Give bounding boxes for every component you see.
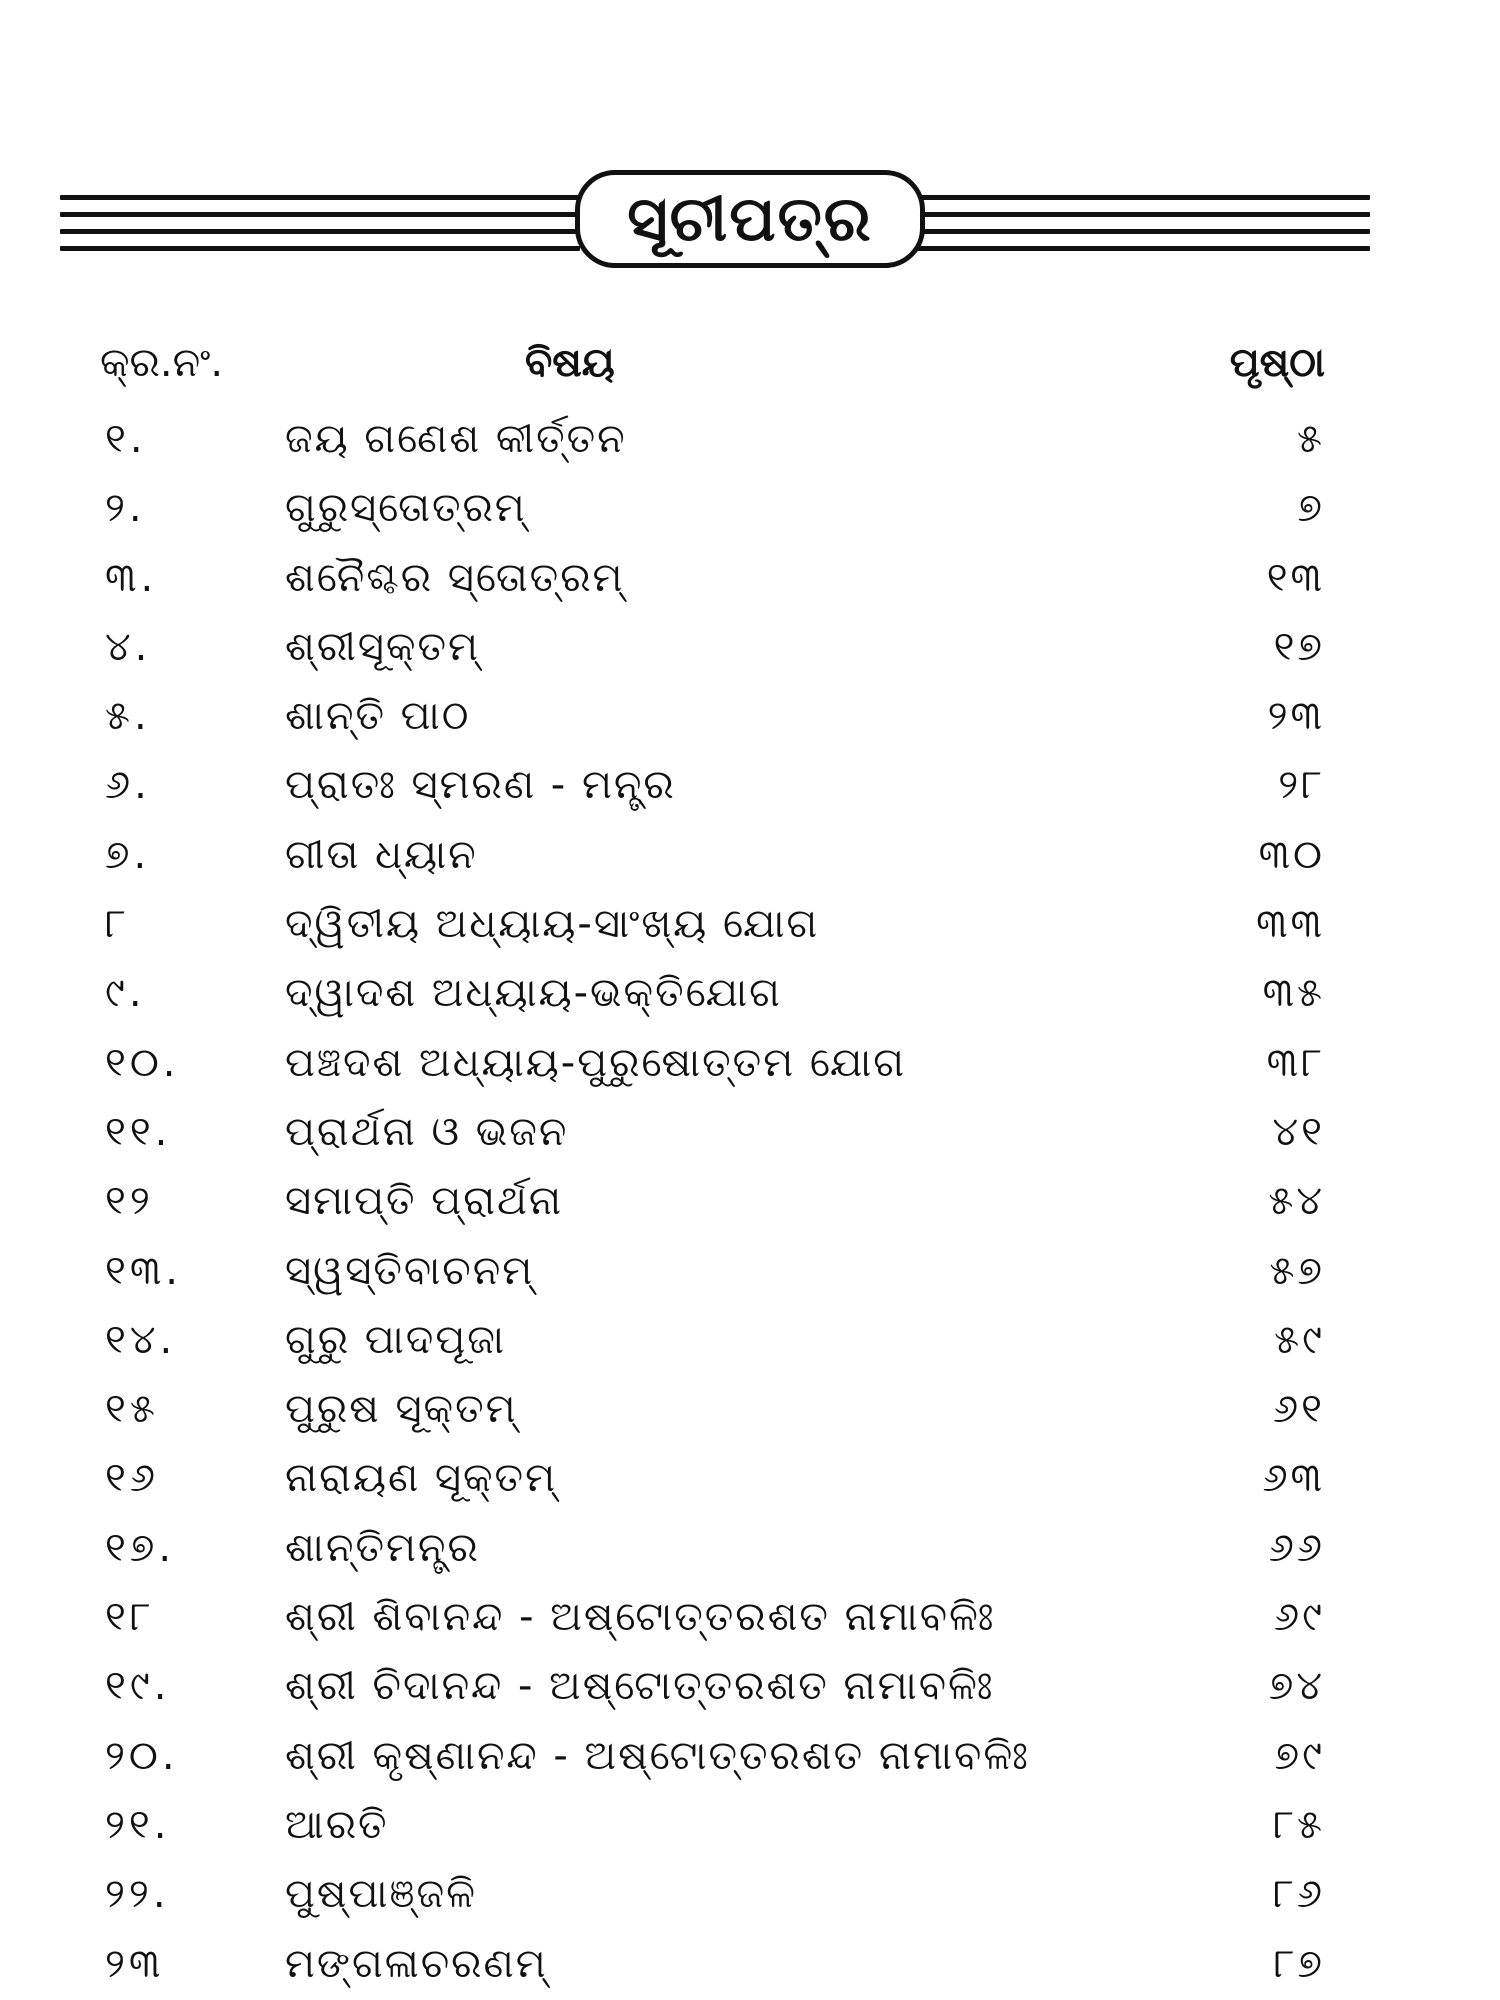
toc-page: ୩୦	[1258, 831, 1325, 878]
toc-row	[0, 1583, 1500, 1652]
toc-row	[0, 1167, 1500, 1236]
toc-title: ନାରାୟଣ ସୂକ୍ତମ୍	[285, 1455, 557, 1502]
rule-line	[860, 212, 1370, 217]
page-title: ସୂଚୀପତ୍ର	[627, 182, 873, 255]
toc-serial: ୪.	[105, 623, 152, 670]
toc-serial: ୯.	[105, 970, 146, 1017]
toc-serial: ୧୮	[105, 1594, 155, 1641]
toc-page: ୫	[1297, 416, 1325, 462]
header-subject: ବିଷୟ	[525, 340, 615, 386]
toc-list	[0, 405, 1500, 1999]
toc-row	[0, 1722, 1500, 1791]
toc-serial: ୨୦.	[105, 1732, 179, 1779]
toc-row	[0, 613, 1500, 682]
toc-title: ପ୍ରାର୍ଥନା ଓ ଭଜନ	[285, 1108, 569, 1155]
toc-row	[0, 1098, 1500, 1167]
toc-row	[0, 1860, 1500, 1929]
toc-page: ୨୮	[1278, 762, 1325, 809]
toc-header	[0, 340, 1500, 400]
toc-title: ଶ୍ରୀ ଚିଦାନନ୍ଦ - ଅଷ୍ଟୋତ୍ତରଶତ ନାମାବଳିଃ	[285, 1663, 995, 1710]
toc-serial: ୫.	[105, 693, 151, 740]
toc-title: ପୁଷ୍ପାଞ୍ଜଳି	[285, 1871, 477, 1918]
toc-title: ସ୍ୱସ୍ତିବାଚନମ୍	[285, 1247, 535, 1294]
toc-row	[0, 1306, 1500, 1375]
toc-row	[0, 474, 1500, 543]
toc-title: ଜୟ ଗଣେଶ କୀର୍ତ୍ତନ	[285, 416, 627, 462]
toc-page: ୨୩	[1267, 693, 1325, 740]
toc-title: ପ୍ରାତଃ ସ୍ମରଣ - ମନ୍ତ୍ର	[285, 762, 676, 809]
toc-row	[0, 890, 1500, 959]
toc-serial: ୧୩.	[105, 1247, 182, 1294]
toc-row	[0, 1029, 1500, 1098]
toc-title: ଦ୍ୱିତୀୟ ଅଧ୍ୟାୟ-ସାଂଖ୍ୟ ଯୋଗ	[285, 901, 820, 948]
toc-row	[0, 544, 1500, 613]
toc-page: ୬୬	[1268, 1524, 1325, 1571]
toc-row	[0, 682, 1500, 751]
toc-title: ମଙ୍ଗଳାଚରଣମ୍	[285, 1940, 548, 1987]
toc-page: ୬୯	[1274, 1594, 1325, 1641]
toc-row	[0, 1514, 1500, 1583]
toc-row	[0, 751, 1500, 820]
header-page: ପୃଷ୍ଠା	[1229, 340, 1325, 386]
toc-serial: ୧୯.	[105, 1663, 171, 1710]
toc-serial: ୧୦.	[105, 1039, 180, 1086]
toc-serial: ୧୬	[105, 1455, 159, 1502]
toc-serial: ୧୫	[105, 1386, 159, 1433]
toc-serial: ୧.	[105, 416, 147, 462]
toc-page: ୬୩	[1262, 1455, 1325, 1502]
toc-page: ୧୭	[1273, 623, 1325, 670]
title-banner	[60, 170, 1370, 280]
header-serial: କ୍ର.ନଂ.	[100, 340, 224, 386]
toc-page: ୮୫	[1273, 1801, 1325, 1848]
toc-row	[0, 1652, 1500, 1721]
rule-line	[60, 212, 580, 217]
toc-serial: ୬.	[105, 762, 151, 809]
toc-page: ୮୭	[1273, 1940, 1325, 1987]
toc-title: ଗୁରୁସ୍ତୋତ୍ରମ୍	[285, 485, 527, 532]
toc-title: ଗୀତା ଧ୍ୟାନ	[285, 831, 478, 878]
toc-title: ଶ୍ରୀସୂକ୍ତମ୍	[285, 623, 480, 670]
toc-title: ଶନୈଶ୍ଚର ସ୍ତୋତ୍ରମ୍	[285, 554, 625, 601]
toc-serial: ୩.	[105, 554, 158, 601]
toc-page: ୫୪	[1268, 1178, 1325, 1225]
toc-title: ସମାପ୍ତି ପ୍ରାର୍ଥନା	[285, 1178, 564, 1225]
toc-page: ୭୯	[1274, 1732, 1325, 1779]
toc-page: ୬୧	[1273, 1386, 1325, 1433]
title-rules-right	[860, 195, 1370, 251]
toc-row	[0, 1375, 1500, 1444]
toc-row	[0, 959, 1500, 1028]
toc-row	[0, 1237, 1500, 1306]
toc-page: ୪୧	[1272, 1108, 1325, 1155]
rule-line	[60, 195, 580, 200]
toc-serial: ୧୪.	[105, 1316, 177, 1363]
toc-title: ଗୁରୁ ପାଦପୂଜା	[285, 1316, 506, 1363]
toc-row	[0, 405, 1500, 474]
title-rules-left	[60, 195, 580, 251]
toc-title: ପୁରୁଷ ସୂକ୍ତମ୍	[285, 1386, 518, 1433]
toc-title: ଶ୍ରୀ କୃଷ୍ଣାନନ୍ଦ - ଅଷ୍ଟୋତ୍ତରଶତ ନାମାବଳିଃ	[285, 1732, 1030, 1779]
toc-title: ଶାନ୍ତି ପାଠ	[285, 693, 471, 740]
toc-row	[0, 1791, 1500, 1860]
rule-line	[860, 246, 1370, 251]
toc-title: ଆରତି	[285, 1801, 389, 1848]
toc-serial: ୭.	[105, 831, 151, 878]
toc-page: ୭୪	[1268, 1663, 1325, 1710]
title-box	[575, 170, 925, 268]
toc-page: ୩୫	[1262, 970, 1325, 1017]
toc-title: ଶାନ୍ତିମନ୍ତ୍ର	[285, 1524, 480, 1571]
toc-serial: ୧୨	[105, 1178, 154, 1225]
toc-serial: ୧୧.	[105, 1108, 172, 1155]
toc-serial: ୮	[105, 901, 130, 948]
toc-serial: ୨୨.	[105, 1871, 170, 1918]
toc-page: ୧୩	[1266, 554, 1325, 601]
toc-serial: ୧୭.	[105, 1524, 176, 1571]
toc-page: ୫୯	[1274, 1316, 1325, 1363]
toc-page: ୫୭	[1269, 1247, 1325, 1294]
toc-serial: ୨୩	[105, 1940, 165, 1987]
toc-row	[0, 1930, 1500, 1999]
toc-page: ୭	[1297, 485, 1325, 532]
toc-serial: ୨.	[105, 485, 146, 532]
toc-row	[0, 821, 1500, 890]
toc-title: ଦ୍ୱାଦଶ ଅଧ୍ୟାୟ-ଭକ୍ତିଯୋଗ	[285, 970, 782, 1017]
toc-row	[0, 1444, 1500, 1513]
rule-line	[860, 195, 1370, 200]
toc-page: ୩୮	[1266, 1039, 1325, 1086]
rule-line	[60, 246, 580, 251]
toc-title: ଶ୍ରୀ ଶିବାନନ୍ଦ - ଅଷ୍ଟୋତ୍ତରଶତ ନାମାବଳିଃ	[285, 1594, 996, 1641]
toc-page: ୩୩	[1256, 901, 1325, 948]
toc-title: ପଞ୍ଚଦଶ ଅଧ୍ୟାୟ-ପୁରୁଷୋତ୍ତମ ଯୋଗ	[285, 1039, 907, 1086]
rule-line	[60, 229, 580, 234]
rule-line	[860, 229, 1370, 234]
toc-serial: ୨୧.	[105, 1801, 171, 1848]
toc-page: ୮୬	[1273, 1871, 1325, 1918]
